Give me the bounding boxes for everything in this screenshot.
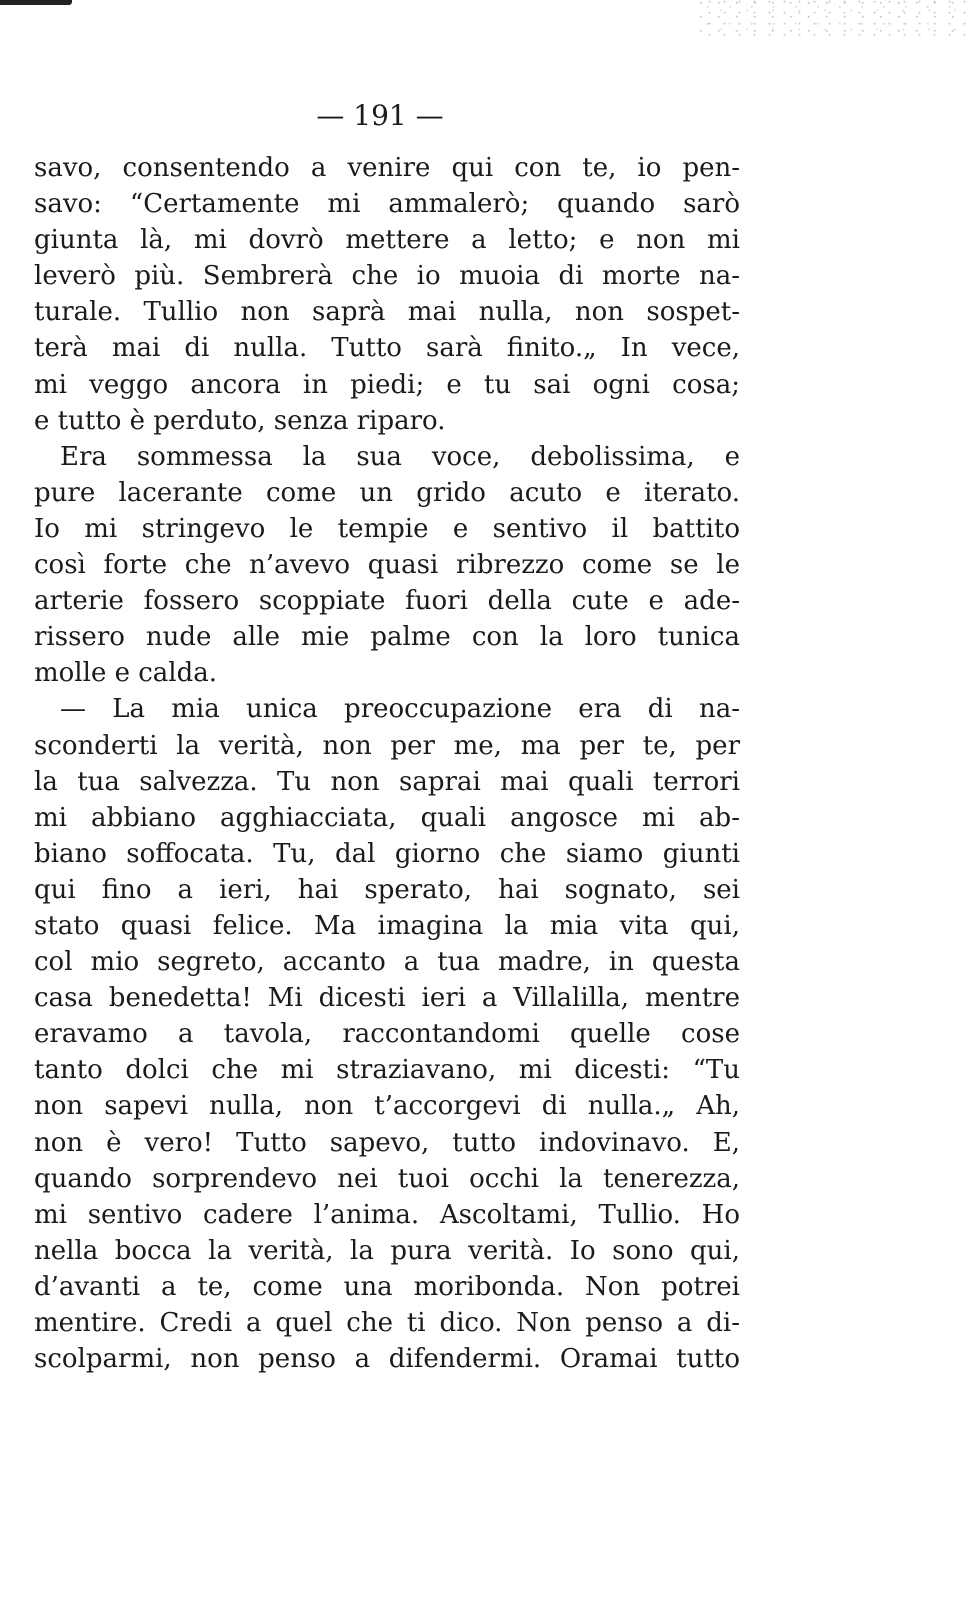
page-number: — 191 — [316, 99, 444, 132]
paragraph-end-line: molle e calda. [34, 658, 218, 689]
text-line: terà mai di nulla. Tutto sarà finito.„ In vece, [34, 333, 740, 364]
text-line: sconderti la verità, non per me, ma per te, per [34, 730, 740, 761]
text-line: eravamo a tavola, raccontandomi quelle cose [34, 1019, 740, 1050]
text-line: savo: “Certamente mi ammalerò; quando sarò [34, 189, 740, 220]
text-line: così forte che n’avevo quasi ribrezzo come se le [34, 550, 740, 581]
text-line: d’avanti a te, come una moribonda. Non potrei [34, 1271, 740, 1302]
text-line: turale. Tullio non saprà mai nulla, non sospet- [34, 297, 740, 328]
text-line: tanto dolci che mi straziavano, mi dicesti: “Tu [34, 1055, 740, 1086]
text-line: mi veggo ancora in piedi; e tu sai ogni cosa; [34, 369, 740, 400]
text-line: casa benedetta! Mi dicesti ieri a Villalilla, mentre [34, 983, 740, 1014]
paragraph-start-line: — La mia unica preoccupazione era di na- [60, 694, 740, 725]
text-line: biano soffocata. Tu, dal giorno che siamo giunti [34, 838, 740, 869]
text-line: mentire. Credi a quel che ti dico. Non penso a di- [34, 1308, 740, 1338]
text-line: la tua salvezza. Tu non saprai mai quali terrori [34, 766, 740, 797]
paragraph-end-line: e tutto è perduto, senza riparo. [34, 405, 446, 436]
text-line: leverò più. Sembrerà che io muoia di morte na- [34, 261, 740, 292]
text-line: non è vero! Tutto sapevo, tutto indovinavo. E, [34, 1127, 740, 1158]
text-line: scolparmi, non penso a difendermi. Oramai tutto [34, 1344, 740, 1375]
text-line: giunta là, mi dovrò mettere a letto; e non mi [34, 225, 740, 256]
text-line: qui fino a ieri, hai sperato, hai sognato, sei [34, 874, 740, 905]
text-line: quando sorprendevo nei tuoi occhi la tenerezza, [34, 1163, 740, 1194]
text-line: nella bocca la verità, la pura verità. Io sono qui, [34, 1235, 740, 1266]
scan-noise [699, 0, 969, 40]
text-line: savo, consentendo a venire qui con te, io pen- [34, 153, 740, 183]
page-body [34, 150, 740, 1377]
text-line: mi abbiano agghiacciata, quali angosce mi ab- [34, 802, 740, 833]
scan-edge-mark [0, 0, 72, 5]
text-line: col mio segreto, accanto a tua madre, in questa [34, 947, 740, 978]
text-line: non sapevi nulla, non t’accorgevi di nulla.„ Ah, [34, 1091, 740, 1122]
text-line: rissero nude alle mie palme con la loro tunica [34, 622, 740, 653]
paragraph-start-line: Era sommessa la sua voce, debolissima, e [60, 441, 740, 472]
text-line: Io mi stringevo le tempie e sentivo il battito [34, 513, 740, 544]
text-line: stato quasi felice. Ma imagina la mia vita qui, [34, 910, 740, 941]
text-line: mi sentivo cadere l’anima. Ascoltami, Tullio. Ho [34, 1199, 740, 1230]
text-line: pure lacerante come un grido acuto e iterato. [34, 477, 740, 508]
text-line: arterie fossero scoppiate fuori della cute e ade- [34, 586, 740, 617]
